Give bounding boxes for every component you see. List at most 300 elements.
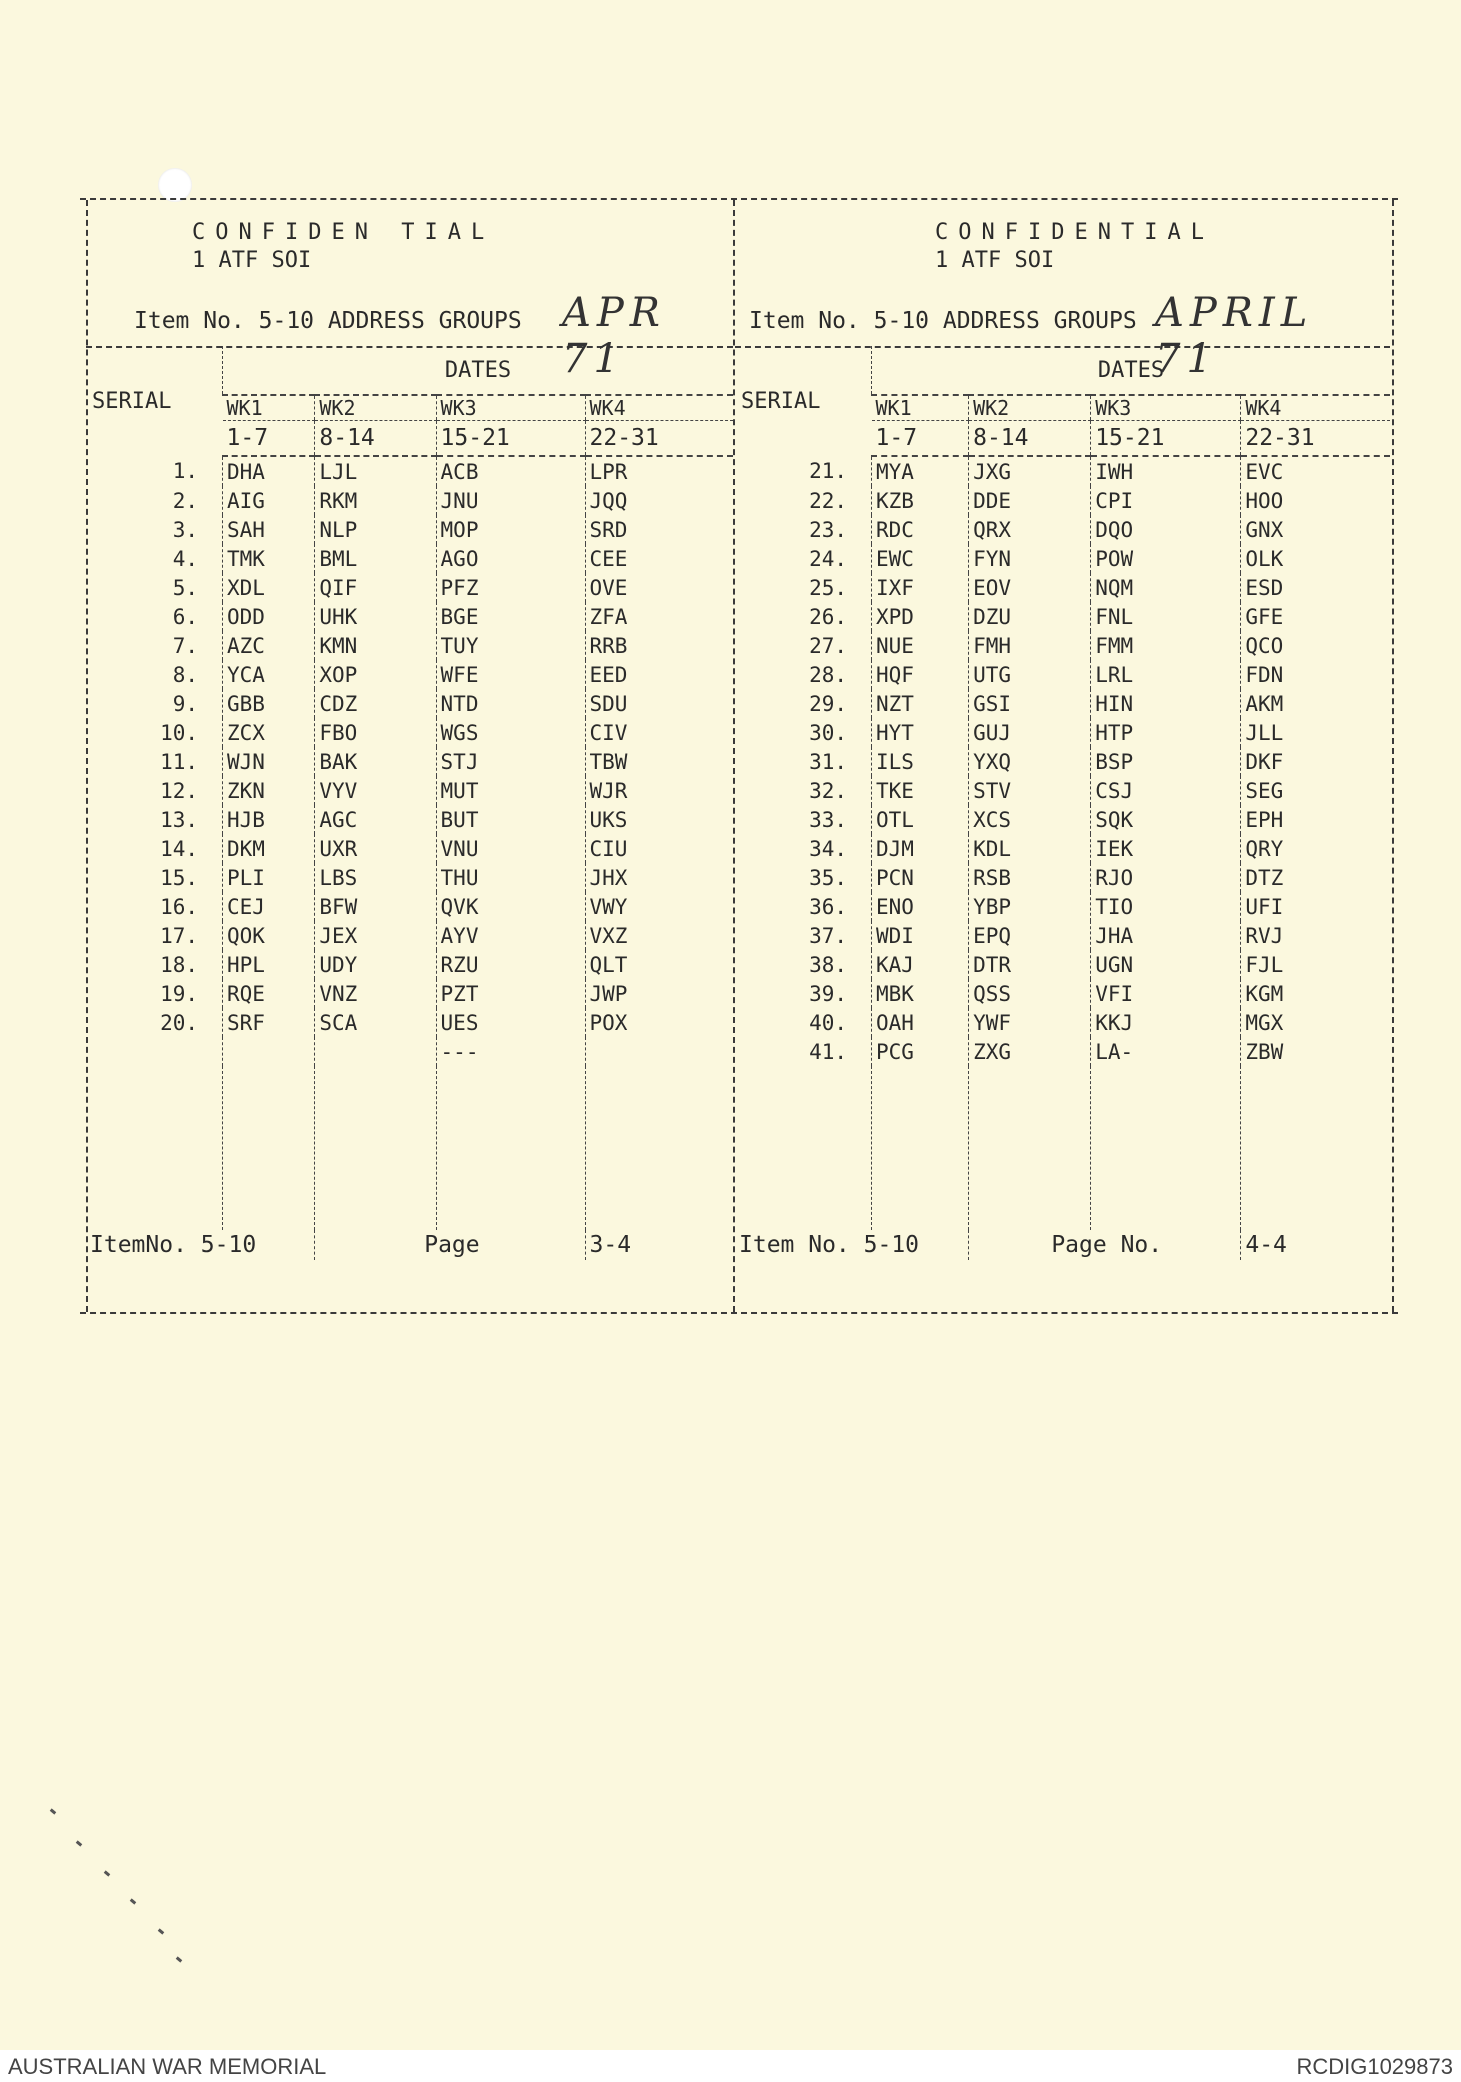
address-group-cell: HPL <box>223 950 315 979</box>
serial-cell: 9. <box>172 691 198 716</box>
footer-page-label: Page No. <box>969 1230 1241 1260</box>
address-group-cell: ENO <box>872 892 969 921</box>
address-group-cell: MBK <box>872 979 969 1008</box>
serial-cell: 32. <box>809 778 847 803</box>
page-footer-row <box>735 1230 1390 1260</box>
address-group-cell: KDL <box>969 834 1091 863</box>
serial-cell: 33. <box>809 807 847 832</box>
address-group-cell: AZC <box>223 631 315 660</box>
address-group-cell: ZBW <box>1241 1037 1390 1066</box>
table-row <box>86 950 733 979</box>
left-item-line: Item No. 5-10 ADDRESS GROUPS <box>134 308 522 334</box>
address-group-cell: QOK <box>223 921 315 950</box>
table-row <box>86 602 733 631</box>
serial-cell: 18. <box>160 952 198 977</box>
address-group-cell: UKS <box>585 805 733 834</box>
address-group-cell <box>223 1037 315 1066</box>
archive-name: AUSTRALIAN WAR MEMORIAL <box>8 2054 327 2079</box>
address-group-cell: PLI <box>223 863 315 892</box>
serial-cell: 12. <box>160 778 198 803</box>
serial-cell: 34. <box>809 836 847 861</box>
address-group-cell: CEE <box>585 544 733 573</box>
stray-mark <box>176 1956 183 1962</box>
address-group-cell: TIO <box>1091 892 1241 921</box>
blank-cell <box>1091 1066 1241 1230</box>
right-classification: CONFIDENTIAL <box>935 220 1214 245</box>
address-group-cell: EED <box>585 660 733 689</box>
address-group-cell: TMK <box>223 544 315 573</box>
address-group-cell: SQK <box>1091 805 1241 834</box>
date-range: 22-31 <box>585 421 733 457</box>
address-group-cell: GFE <box>1241 602 1390 631</box>
address-group-cell: BSP <box>1091 747 1241 776</box>
address-group-cell: RRB <box>585 631 733 660</box>
address-group-cell <box>585 1037 733 1066</box>
address-group-cell: TUY <box>436 631 585 660</box>
table-row <box>86 863 733 892</box>
blank-cell <box>315 1066 436 1230</box>
right-handwritten-date: APRIL 71 <box>1155 290 1314 382</box>
table-row <box>735 776 1390 805</box>
address-group-cell: LA- <box>1091 1037 1241 1066</box>
address-group-cell: GUJ <box>969 718 1091 747</box>
table-row <box>86 834 733 863</box>
address-group-cell: KAJ <box>872 950 969 979</box>
address-group-cell: IXF <box>872 573 969 602</box>
serial-cell: 13. <box>160 807 198 832</box>
table-row <box>735 863 1390 892</box>
serial-cell: 20. <box>160 1010 198 1035</box>
address-group-cell: RKM <box>315 486 436 515</box>
address-group-cell: JEX <box>315 921 436 950</box>
right-address-table <box>735 346 1390 1260</box>
footer-page-label: Page <box>315 1230 585 1260</box>
address-group-cell: AYV <box>436 921 585 950</box>
address-group-cell: WJN <box>223 747 315 776</box>
address-group-cell: KGM <box>1241 979 1390 1008</box>
address-group-cell: EPQ <box>969 921 1091 950</box>
address-group-cell: OLK <box>1241 544 1390 573</box>
address-group-cell: NUE <box>872 631 969 660</box>
address-group-cell: WGS <box>436 718 585 747</box>
address-group-cell: YXQ <box>969 747 1091 776</box>
blank-cell <box>735 1066 872 1230</box>
table-row <box>735 515 1390 544</box>
address-group-cell: MUT <box>436 776 585 805</box>
address-group-cell: BGE <box>436 602 585 631</box>
address-group-cell: EOV <box>969 573 1091 602</box>
serial-cell: 40. <box>809 1010 847 1035</box>
address-group-cell: QLT <box>585 950 733 979</box>
address-group-cell: RJO <box>1091 863 1241 892</box>
address-group-cell: CDZ <box>315 689 436 718</box>
week-header: WK2 <box>969 395 1091 421</box>
serial-cell: 24. <box>809 546 847 571</box>
address-group-cell: HIN <box>1091 689 1241 718</box>
address-group-cell: ESD <box>1241 573 1390 602</box>
address-group-cell: XPD <box>872 602 969 631</box>
table-row <box>735 805 1390 834</box>
table-row <box>86 456 733 486</box>
serial-cell: 8. <box>172 662 198 687</box>
week-header: WK3 <box>1091 395 1241 421</box>
blank-cell <box>872 1066 969 1230</box>
address-group-cell: THU <box>436 863 585 892</box>
address-group-cell: ILS <box>872 747 969 776</box>
serial-cell: 21. <box>809 459 847 483</box>
table-row <box>86 718 733 747</box>
address-group-cell: STV <box>969 776 1091 805</box>
address-group-cell: WJR <box>585 776 733 805</box>
table-row <box>86 979 733 1008</box>
address-group-cell: DDE <box>969 486 1091 515</box>
blank-cell <box>1241 1066 1390 1230</box>
address-group-cell: DQO <box>1091 515 1241 544</box>
week-header: WK3 <box>436 395 585 421</box>
address-group-cell: WDI <box>872 921 969 950</box>
stray-mark <box>158 1928 165 1934</box>
address-group-cell: SEG <box>1241 776 1390 805</box>
serial-cell: 5. <box>172 575 198 600</box>
table-row <box>735 747 1390 776</box>
address-group-cell: QRY <box>1241 834 1390 863</box>
serial-cell: 17. <box>160 923 198 948</box>
table-row <box>735 1008 1390 1037</box>
address-group-cell: ZFA <box>585 602 733 631</box>
table-row <box>735 660 1390 689</box>
table-row <box>86 544 733 573</box>
address-group-cell: QCO <box>1241 631 1390 660</box>
address-group-cell: DHA <box>223 456 315 486</box>
address-group-cell: BUT <box>436 805 585 834</box>
address-group-cell: MYA <box>872 456 969 486</box>
serial-cell: 1. <box>172 459 198 483</box>
table-row <box>86 689 733 718</box>
address-group-cell: TKE <box>872 776 969 805</box>
address-group-cell: PCG <box>872 1037 969 1066</box>
table-row <box>735 689 1390 718</box>
address-group-cell: WFE <box>436 660 585 689</box>
address-group-cell: ZKN <box>223 776 315 805</box>
address-group-cell: VWY <box>585 892 733 921</box>
serial-cell: 10. <box>160 720 198 745</box>
address-group-cell: UFI <box>1241 892 1390 921</box>
left-unit: 1 ATF SOI <box>192 248 312 273</box>
serial-cell: 37. <box>809 923 847 948</box>
address-group-cell: RSB <box>969 863 1091 892</box>
address-group-cell: LJL <box>315 456 436 486</box>
address-group-cell: DZU <box>969 602 1091 631</box>
week-header: WK4 <box>585 395 733 421</box>
punch-hole <box>158 168 192 202</box>
address-group-cell <box>315 1037 436 1066</box>
address-group-cell: QVK <box>436 892 585 921</box>
date-range: 1-7 <box>223 421 315 457</box>
serial-cell: 30. <box>809 720 847 745</box>
table-row <box>735 834 1390 863</box>
address-group-cell: PFZ <box>436 573 585 602</box>
address-group-cell: DTZ <box>1241 863 1390 892</box>
address-group-cell: UDY <box>315 950 436 979</box>
blank-row <box>86 1066 733 1230</box>
serial-cell: 11. <box>160 749 198 774</box>
table-row <box>86 805 733 834</box>
table-row <box>86 1008 733 1037</box>
date-range: 8-14 <box>969 421 1091 457</box>
address-group-cell: NLP <box>315 515 436 544</box>
stray-mark <box>76 1840 83 1846</box>
archive-footer <box>0 2050 1461 2082</box>
address-group-cell: ODD <box>223 602 315 631</box>
week-header: WK1 <box>223 395 315 421</box>
address-group-cell: BAK <box>315 747 436 776</box>
serial-cell: 15. <box>160 865 198 890</box>
right-page <box>735 200 1390 1312</box>
address-group-cell: TBW <box>585 747 733 776</box>
footer-page-number: 3-4 <box>585 1230 733 1260</box>
address-group-cell: EWC <box>872 544 969 573</box>
address-group-cell: MOP <box>436 515 585 544</box>
address-group-cell: RDC <box>872 515 969 544</box>
address-group-cell: FDN <box>1241 660 1390 689</box>
address-group-cell: IEK <box>1091 834 1241 863</box>
serial-cell: 28. <box>809 662 847 687</box>
table-row <box>735 631 1390 660</box>
table-row <box>735 718 1390 747</box>
table-row <box>86 515 733 544</box>
address-group-cell: DKM <box>223 834 315 863</box>
serial-cell: 36. <box>809 894 847 919</box>
address-group-cell: GSI <box>969 689 1091 718</box>
blank-cell <box>436 1066 585 1230</box>
address-group-cell: FMH <box>969 631 1091 660</box>
address-group-cell: HYT <box>872 718 969 747</box>
address-group-cell: QIF <box>315 573 436 602</box>
date-range: 1-7 <box>872 421 969 457</box>
table-row <box>735 979 1390 1008</box>
week-header: WK4 <box>1241 395 1390 421</box>
serial-cell: 23. <box>809 517 847 542</box>
table-row <box>86 1037 733 1066</box>
table-row <box>735 573 1390 602</box>
serial-cell: 6. <box>172 604 198 629</box>
serial-cell: 27. <box>809 633 847 658</box>
address-group-cell: VFI <box>1091 979 1241 1008</box>
right-table-body <box>735 456 1390 1260</box>
address-group-cell: CEJ <box>223 892 315 921</box>
serial-cell: 39. <box>809 981 847 1006</box>
address-group-cell: YBP <box>969 892 1091 921</box>
address-group-cell: UHK <box>315 602 436 631</box>
serial-cell: 19. <box>160 981 198 1006</box>
address-group-cell: EPH <box>1241 805 1390 834</box>
address-group-cell: RQE <box>223 979 315 1008</box>
address-group-cell: CIV <box>585 718 733 747</box>
date-range: 8-14 <box>315 421 436 457</box>
table-row <box>86 921 733 950</box>
address-group-cell: POX <box>585 1008 733 1037</box>
address-group-cell: SAH <box>223 515 315 544</box>
address-group-cell: YWF <box>969 1008 1091 1037</box>
footer-page-number: 4-4 <box>1241 1230 1390 1260</box>
address-group-cell: GBB <box>223 689 315 718</box>
address-group-cell: ZXG <box>969 1037 1091 1066</box>
left-classification: CONFIDEN TIAL <box>192 220 495 245</box>
address-group-cell: DJM <box>872 834 969 863</box>
serial-cell: 2. <box>172 488 198 513</box>
serial-cell: 31. <box>809 749 847 774</box>
soi-card <box>80 198 1398 1314</box>
address-group-cell: XOP <box>315 660 436 689</box>
address-group-cell: AIG <box>223 486 315 515</box>
right-unit: 1 ATF SOI <box>935 248 1055 273</box>
address-group-cell: YCA <box>223 660 315 689</box>
address-group-cell: XDL <box>223 573 315 602</box>
date-range: 22-31 <box>1241 421 1390 457</box>
address-group-cell: UTG <box>969 660 1091 689</box>
serial-cell: 41. <box>809 1039 847 1064</box>
serial-cell: 25. <box>809 575 847 600</box>
blank-cell <box>223 1066 315 1230</box>
table-row <box>735 486 1390 515</box>
address-group-cell: IWH <box>1091 456 1241 486</box>
table-row <box>86 776 733 805</box>
serial-header: SERIAL <box>92 388 172 414</box>
blank-cell <box>585 1066 733 1230</box>
address-group-cell: EVC <box>1241 456 1390 486</box>
right-item-line: Item No. 5-10 ADDRESS GROUPS <box>749 308 1137 334</box>
address-group-cell: FMM <box>1091 631 1241 660</box>
address-group-cell: JXG <box>969 456 1091 486</box>
address-group-cell: UXR <box>315 834 436 863</box>
serial-cell: 29. <box>809 691 847 716</box>
address-group-cell: ACB <box>436 456 585 486</box>
archive-id: RCDIG1029873 <box>1296 2054 1453 2079</box>
left-table-body <box>86 456 733 1260</box>
address-group-cell: JHX <box>585 863 733 892</box>
week-header: WK2 <box>315 395 436 421</box>
table-row <box>735 921 1390 950</box>
date-range: 15-21 <box>436 421 585 457</box>
serial-cell: 26. <box>809 604 847 629</box>
blank-row <box>735 1066 1390 1230</box>
address-group-cell: LBS <box>315 863 436 892</box>
address-group-cell: OVE <box>585 573 733 602</box>
address-group-cell: AKM <box>1241 689 1390 718</box>
stray-mark <box>130 1898 137 1904</box>
address-group-cell: XCS <box>969 805 1091 834</box>
stray-mark <box>104 1870 111 1876</box>
address-group-cell: AGO <box>436 544 585 573</box>
address-group-cell: --- <box>436 1037 585 1066</box>
address-group-cell: BFW <box>315 892 436 921</box>
page-footer-row <box>86 1230 733 1260</box>
left-page <box>86 200 735 1312</box>
address-group-cell: CIU <box>585 834 733 863</box>
address-group-cell: GNX <box>1241 515 1390 544</box>
address-group-cell: QRX <box>969 515 1091 544</box>
address-group-cell: SRD <box>585 515 733 544</box>
address-group-cell: LRL <box>1091 660 1241 689</box>
serial-cell <box>86 1037 223 1066</box>
address-group-cell: CSJ <box>1091 776 1241 805</box>
address-group-cell: FYN <box>969 544 1091 573</box>
stray-mark <box>50 1808 57 1814</box>
serial-cell: 7. <box>172 633 198 658</box>
footer-item-number: ItemNo. 5-10 <box>90 1232 257 1258</box>
address-group-cell: RVJ <box>1241 921 1390 950</box>
address-group-cell: HTP <box>1091 718 1241 747</box>
address-group-cell: NZT <box>872 689 969 718</box>
table-row <box>735 1037 1390 1066</box>
address-group-cell: UES <box>436 1008 585 1037</box>
serial-cell: 35. <box>809 865 847 890</box>
table-row <box>735 544 1390 573</box>
address-group-cell: FBO <box>315 718 436 747</box>
address-group-cell: JQQ <box>585 486 733 515</box>
address-group-cell: CPI <box>1091 486 1241 515</box>
blank-cell <box>86 1066 223 1230</box>
address-group-cell: KKJ <box>1091 1008 1241 1037</box>
address-group-cell: KMN <box>315 631 436 660</box>
address-group-cell: QSS <box>969 979 1091 1008</box>
address-group-cell: VXZ <box>585 921 733 950</box>
address-group-cell: STJ <box>436 747 585 776</box>
address-group-cell: UGN <box>1091 950 1241 979</box>
address-group-cell: JHA <box>1091 921 1241 950</box>
address-group-cell: JWP <box>585 979 733 1008</box>
address-group-cell: RZU <box>436 950 585 979</box>
dates-header: DATES <box>223 346 734 395</box>
dates-header: DATES <box>872 346 1391 395</box>
address-group-cell: DKF <box>1241 747 1390 776</box>
address-group-cell: PZT <box>436 979 585 1008</box>
address-group-cell: VYV <box>315 776 436 805</box>
table-row <box>735 950 1390 979</box>
address-group-cell: NTD <box>436 689 585 718</box>
date-range: 15-21 <box>1091 421 1241 457</box>
address-group-cell: MGX <box>1241 1008 1390 1037</box>
address-group-cell: JLL <box>1241 718 1390 747</box>
address-group-cell: FJL <box>1241 950 1390 979</box>
address-group-cell: POW <box>1091 544 1241 573</box>
table-row <box>735 602 1390 631</box>
address-group-cell: KZB <box>872 486 969 515</box>
table-row <box>735 892 1390 921</box>
serial-cell: 3. <box>172 517 198 542</box>
footer-item-number: Item No. 5-10 <box>739 1232 920 1258</box>
table-row <box>86 573 733 602</box>
address-group-cell: VNU <box>436 834 585 863</box>
table-row <box>86 747 733 776</box>
address-group-cell: OTL <box>872 805 969 834</box>
week-header: WK1 <box>872 395 969 421</box>
address-group-cell: LPR <box>585 456 733 486</box>
address-group-cell: OAH <box>872 1008 969 1037</box>
serial-cell: 38. <box>809 952 847 977</box>
table-row <box>86 486 733 515</box>
address-group-cell: FNL <box>1091 602 1241 631</box>
address-group-cell: HOO <box>1241 486 1390 515</box>
address-group-cell: BML <box>315 544 436 573</box>
address-group-cell: HJB <box>223 805 315 834</box>
left-handwritten-date: APR 71 <box>562 290 666 382</box>
address-group-cell: DTR <box>969 950 1091 979</box>
table-row <box>86 631 733 660</box>
address-group-cell: SRF <box>223 1008 315 1037</box>
table-row <box>735 456 1390 486</box>
address-group-cell: SDU <box>585 689 733 718</box>
